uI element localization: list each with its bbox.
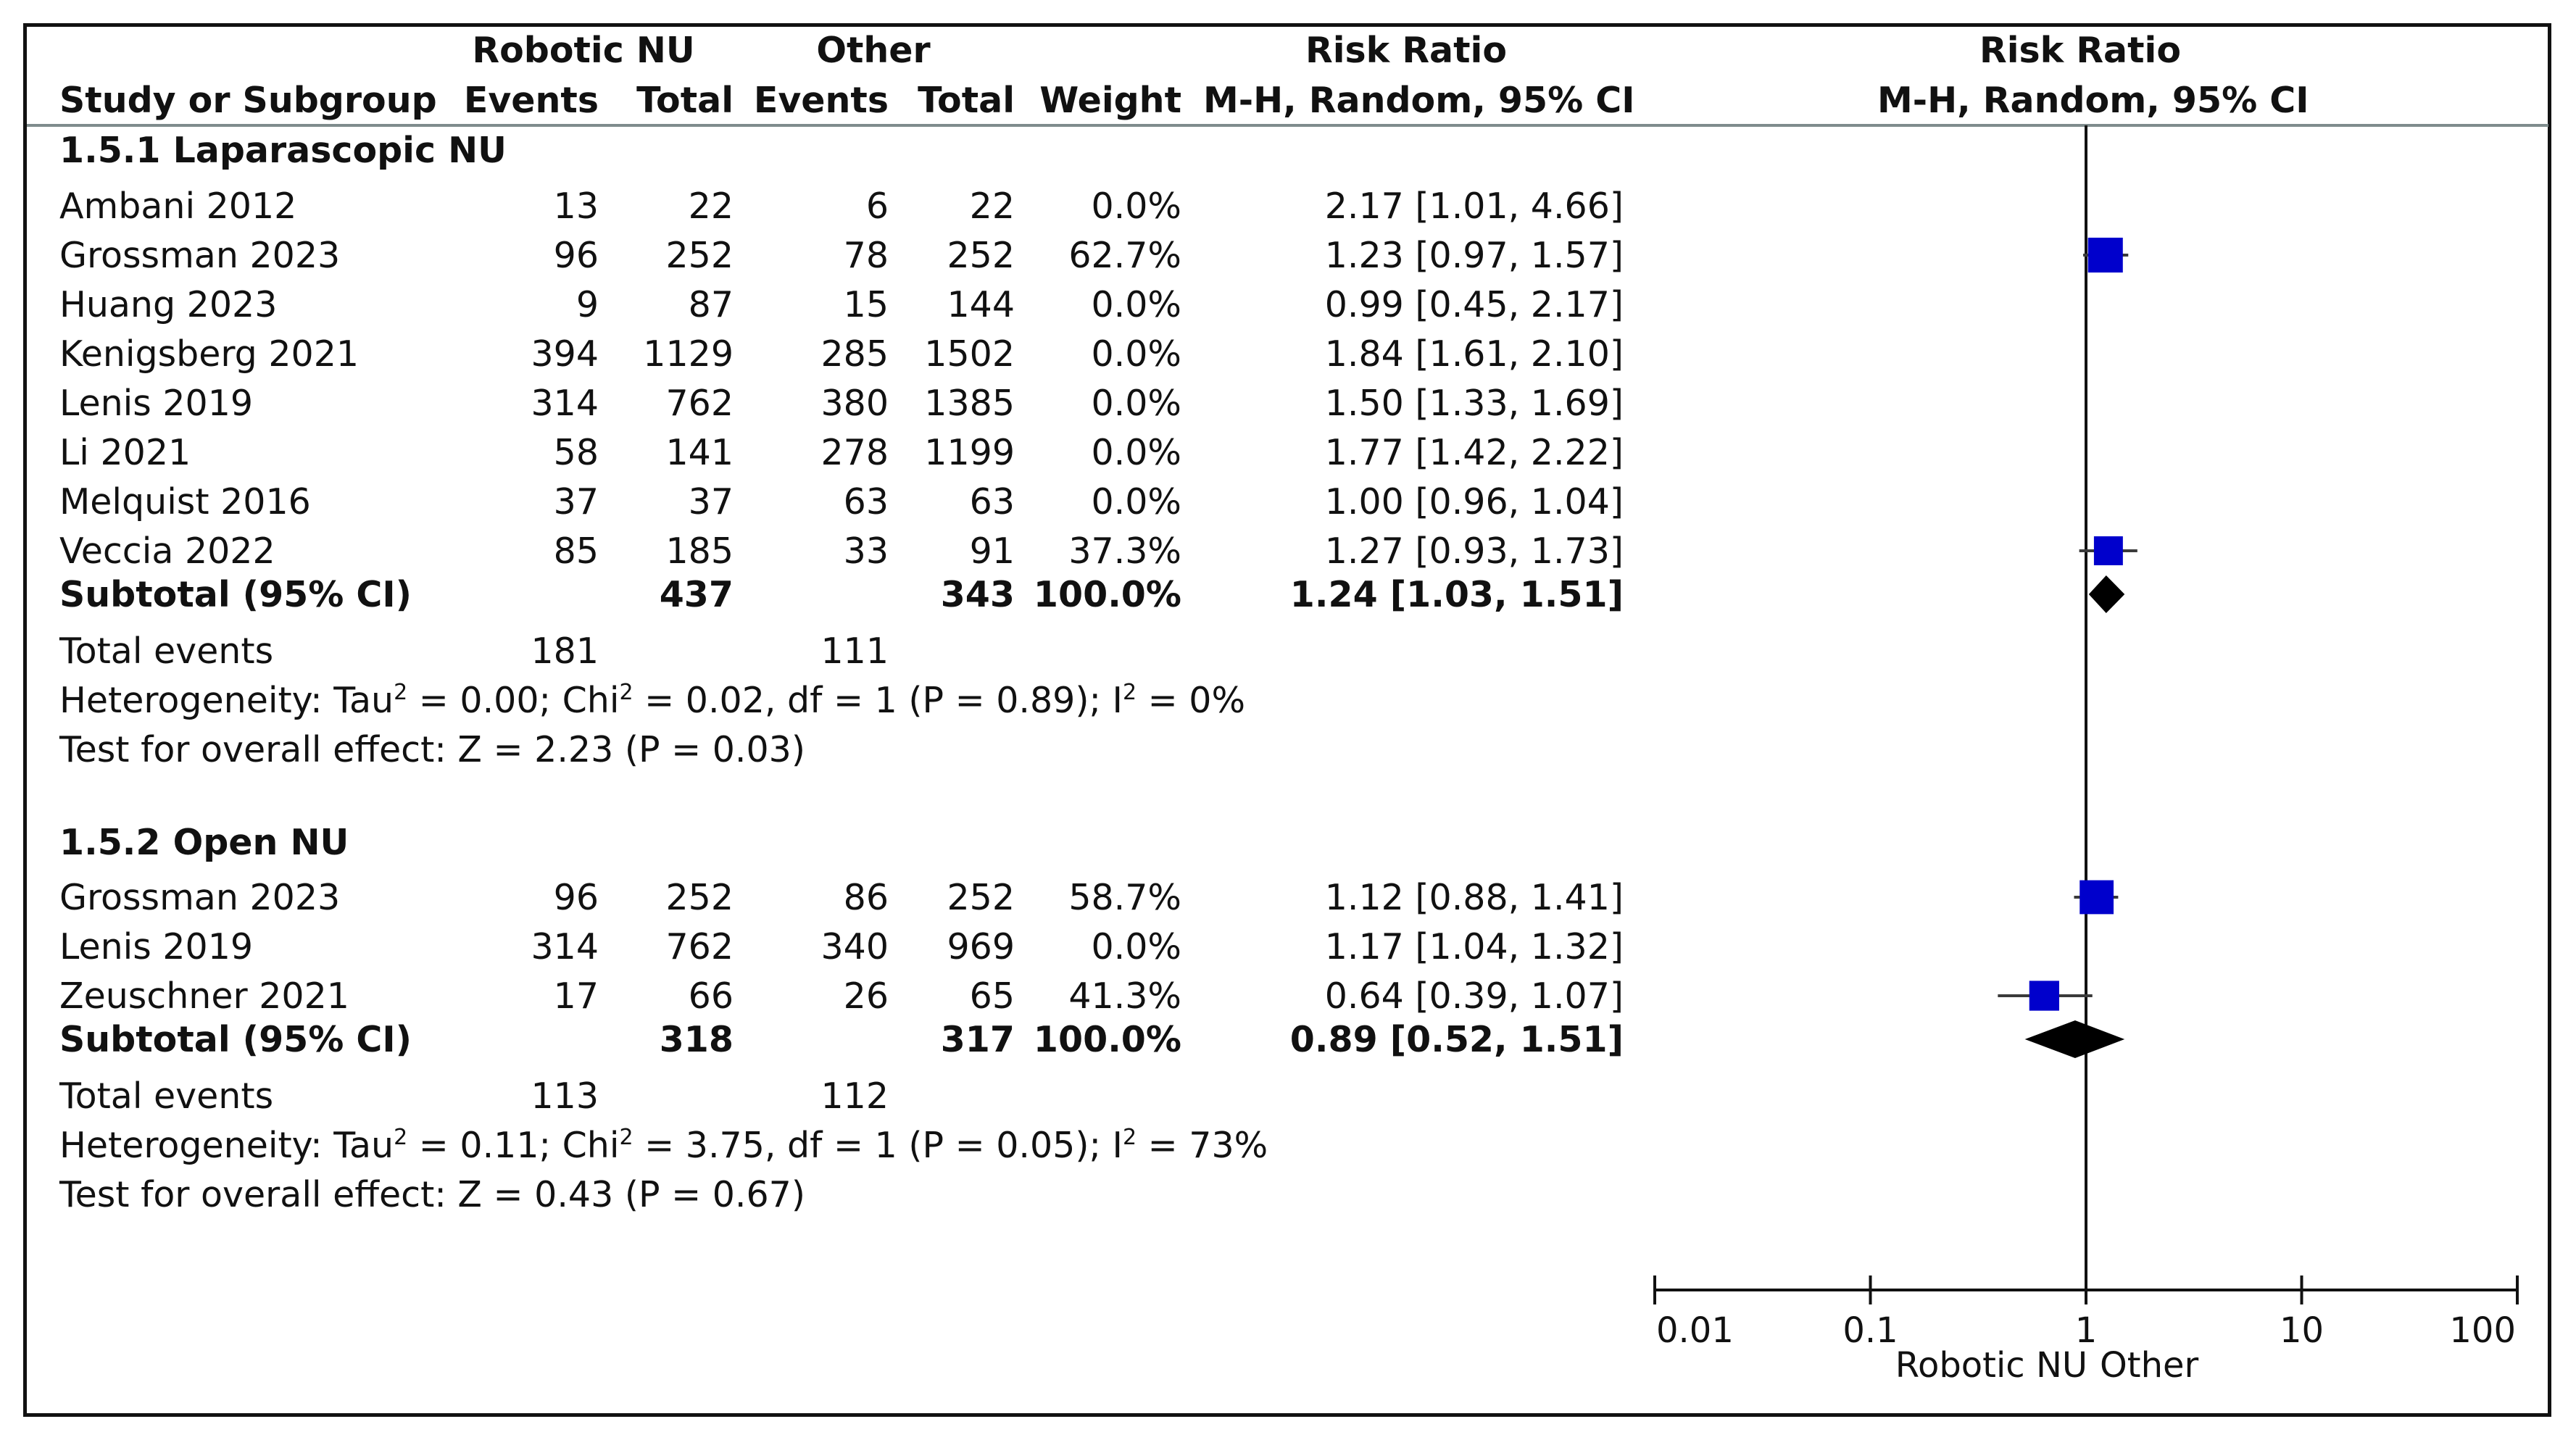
events-robotic: 13 [553,186,599,227]
study-name: Kenigsberg 2021 [59,333,360,375]
events-robotic: 314 [531,383,599,424]
subtotal-ci: 0.89 [0.52, 1.51] [1289,1019,1624,1060]
study-name: Huang 2023 [59,284,278,325]
x-tick-label: 1 [2074,1310,2098,1351]
overall-effect-text: Test for overall effect: Z = 2.23 (P = 0.03) [59,729,805,770]
study-name: Veccia 2022 [59,530,275,572]
events-other: 26 [843,975,889,1017]
study-name: Lenis 2019 [59,383,254,424]
events-other: 380 [820,383,889,424]
events-other: 340 [820,926,889,967]
summary-diamond [2025,1020,2125,1058]
risk-ratio-ci: 0.64 [0.39, 1.07] [1324,975,1624,1017]
study-name: Lenis 2019 [59,926,254,967]
subtotal-total-robotic: 437 [659,574,734,615]
weight: 0.0% [1091,926,1181,967]
weight: 0.0% [1091,333,1181,375]
heterogeneity-text: Heterogeneity: Tau$^2$ = 0.00; Chi$^2$ = 0.02, df = 1 (P = 0.89); $I^2 = 0\%$ [59,680,1246,721]
events-robotic: 58 [553,432,599,473]
risk-ratio-ci: 1.17 [1.04, 1.32] [1324,926,1624,967]
events-other: 63 [843,481,889,523]
total-other: 65 [969,975,1015,1017]
subtotal-label: Subtotal (95% CI) [59,1019,412,1060]
total-events-other: 112 [820,1075,889,1117]
risk-ratio-ci: 1.50 [1.33, 1.69] [1324,383,1624,424]
events-other: 278 [820,432,889,473]
weight: 58.7% [1068,877,1181,918]
table-header-risk-ratio: Risk Ratio [1305,30,1508,71]
weight: 41.3% [1068,975,1181,1017]
subtotal-total-robotic: 318 [659,1019,734,1060]
subtotal-label: Subtotal (95% CI) [59,574,412,615]
subtotal-weight: 100.0% [1033,1019,1181,1060]
risk-ratio-ci: 1.23 [0.97, 1.57] [1324,235,1624,276]
weight: 0.0% [1091,432,1181,473]
events-robotic: 96 [553,235,599,276]
total-robotic: 252 [665,235,734,276]
study-name: Grossman 2023 [59,235,341,276]
total-other: 1385 [924,383,1015,424]
col-events-robotic: Events [463,80,599,121]
events-robotic: 394 [531,333,599,375]
risk-ratio-ci: 0.99 [0.45, 2.17] [1324,284,1624,325]
total-robotic: 22 [688,186,734,227]
total-other: 144 [947,284,1015,325]
risk-ratio-ci: 1.77 [1.42, 2.22] [1324,432,1624,473]
events-robotic: 37 [553,481,599,523]
weight: 37.3% [1068,530,1181,572]
total-robotic: 66 [688,975,734,1017]
col-mh-ci: M-H, Random, 95% CI [1203,80,1635,121]
overall-effect-text: Test for overall effect: Z = 0.43 (P = 0.67) [59,1174,805,1215]
total-robotic: 87 [688,284,734,325]
events-other: 78 [843,235,889,276]
plot-header-risk-ratio: Risk Ratio [1979,30,2182,71]
total-other: 91 [969,530,1015,572]
study-name: Grossman 2023 [59,877,341,918]
col-study: Study or Subgroup [59,80,437,121]
total-events-robotic: 113 [531,1075,599,1117]
total-events-label: Total events [59,1075,274,1117]
x-tick-label: 0.1 [1842,1310,1898,1351]
subtotal-ci: 1.24 [1.03, 1.51] [1289,574,1624,615]
study-name: Melquist 2016 [59,481,311,523]
events-other: 15 [843,284,889,325]
risk-ratio-ci: 2.17 [1.01, 4.66] [1324,186,1624,227]
risk-ratio-ci: 1.12 [0.88, 1.41] [1324,877,1624,918]
study-point [2029,981,2059,1010]
x-tick-label: 10 [2279,1310,2324,1351]
total-robotic: 252 [665,877,734,918]
total-robotic: 762 [665,926,734,967]
group-header-other: Other [816,30,931,71]
study-point [2080,881,2114,915]
favours-right-label: Other [2100,1345,2199,1386]
weight: 0.0% [1091,481,1181,523]
summary-diamond [2089,575,2124,613]
total-other: 22 [969,186,1015,227]
x-tick-label: 0.01 [1656,1310,1734,1351]
study-name: Zeuschner 2021 [59,975,349,1017]
total-robotic: 1129 [643,333,734,375]
events-robotic: 96 [553,877,599,918]
study-name: Li 2021 [59,432,191,473]
weight: 0.0% [1091,186,1181,227]
risk-ratio-ci: 1.00 [0.96, 1.04] [1324,481,1624,523]
subtotal-total-other: 317 [940,1019,1015,1060]
total-robotic: 185 [665,530,734,572]
weight: 62.7% [1068,235,1181,276]
total-robotic: 141 [665,432,734,473]
col-weight: Weight [1039,80,1181,121]
heterogeneity-text: Heterogeneity: Tau$^2$ = 0.11; Chi$^2$ = 3.75, df = 1 (P = 0.05); $I^2 = 73\%$ [59,1125,1268,1166]
col-total-robotic: Total [636,80,734,121]
events-robotic: 314 [531,926,599,967]
total-other: 252 [947,877,1015,918]
events-other: 6 [865,186,889,227]
total-events-other: 111 [820,630,889,672]
total-events-label: Total events [59,630,274,672]
events-other: 86 [843,877,889,918]
plot-col-mh-ci: M-H, Random, 95% CI [1877,80,2309,121]
subtotal-total-other: 343 [940,574,1015,615]
col-events-other: Events [753,80,889,121]
total-events-robotic: 181 [531,630,599,672]
subtotal-weight: 100.0% [1033,574,1181,615]
group-header-robotic: Robotic NU [472,30,695,71]
study-name: Ambani 2012 [59,186,297,227]
total-other: 252 [947,235,1015,276]
study-point [2088,238,2123,272]
events-other: 285 [820,333,889,375]
events-robotic: 9 [576,284,599,325]
study-point [2094,536,2123,565]
total-robotic: 37 [688,481,734,523]
col-total-other: Total [918,80,1015,121]
total-other: 1502 [924,333,1015,375]
total-robotic: 762 [665,383,734,424]
risk-ratio-ci: 1.84 [1.61, 2.10] [1324,333,1624,375]
events-other: 33 [843,530,889,572]
x-tick-label: 100 [2449,1310,2516,1351]
total-other: 63 [969,481,1015,523]
risk-ratio-ci: 1.27 [0.93, 1.73] [1324,530,1624,572]
group-title: 1.5.1 Laparascopic NU [59,130,507,171]
weight: 0.0% [1091,284,1181,325]
group-title: 1.5.2 Open NU [59,822,349,863]
favours-left-label: Robotic NU [1895,1345,2087,1386]
weight: 0.0% [1091,383,1181,424]
events-robotic: 17 [553,975,599,1017]
events-robotic: 85 [553,530,599,572]
total-other: 1199 [924,432,1015,473]
total-other: 969 [947,926,1015,967]
